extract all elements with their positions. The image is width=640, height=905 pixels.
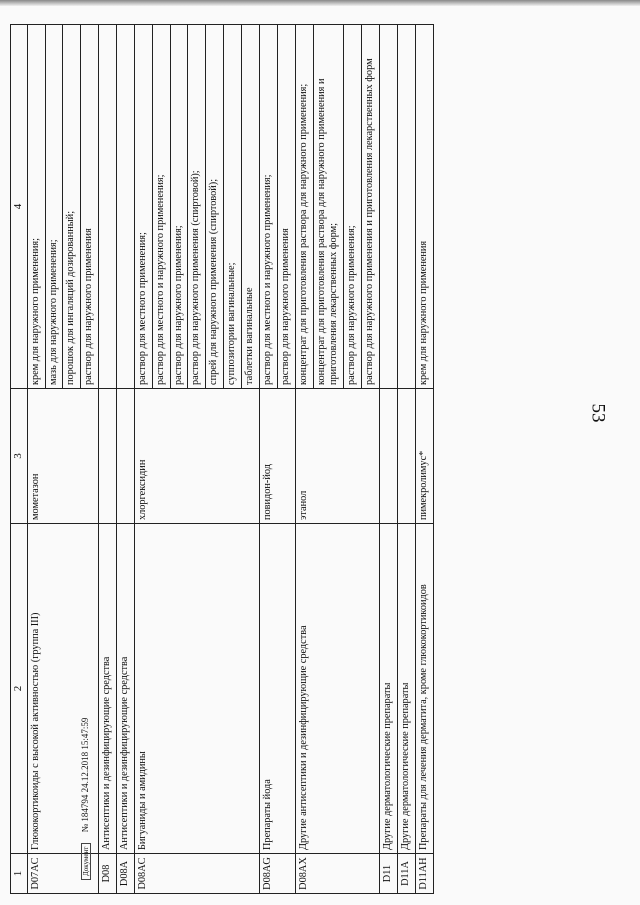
dosage-form-cell: порошок для ингаляций дозированный;: [63, 25, 81, 389]
dosage-form-cell: таблетки вагинальные: [242, 25, 260, 389]
group-name-cell: Другие дерматологические препараты: [379, 524, 397, 854]
table-row: [397, 25, 415, 894]
header-col-2: 2: [11, 524, 28, 854]
code-cell: D11AH: [415, 854, 433, 894]
code-cell: D08A: [117, 854, 135, 894]
table-header-row: [11, 25, 28, 894]
table-row: [99, 25, 117, 894]
dosage-form-cell: крем для наружного применения;: [27, 25, 45, 389]
group-name-cell: Бигуаниды и амидины: [134, 524, 259, 854]
dosage-form-cell: [397, 25, 415, 389]
group-name-cell: Антисептики и дезинфицирующие средства: [117, 524, 135, 854]
header-col-3: 3: [11, 389, 28, 524]
document-id-timestamp: № 184794 24.12.2018 15:47:59: [80, 717, 90, 833]
table-row: [117, 25, 135, 894]
dosage-form-cell: концентрат для приготовления раствора для наружного применения и приготовления лекарственных форм;: [313, 25, 344, 389]
document-footer: [80, 718, 91, 880]
code-cell: D11: [379, 854, 397, 894]
group-name-cell: Глюкокортикоиды с высокой активностью (группа III): [27, 524, 98, 854]
code-cell: D08AG: [259, 854, 295, 894]
dosage-form-cell: раствор для наружного применения: [277, 25, 295, 389]
drug-name-cell: мометазон: [27, 389, 98, 524]
dosage-form-cell: раствор для наружного применения и приготовления лекарственных форм: [362, 25, 380, 389]
dosage-form-cell: крем для наружного применения: [415, 25, 433, 389]
scan-edge: [0, 0, 640, 6]
drug-name-cell: повидон-йод: [259, 389, 295, 524]
table-row: [134, 25, 152, 894]
dosage-form-cell: [379, 25, 397, 389]
group-name-cell: Препараты для лечения дерматита, кроме глюкокортикоидов: [415, 524, 433, 854]
header-col-4: 4: [11, 25, 28, 389]
table-row: [259, 25, 277, 894]
document-stamp: Документ: [81, 843, 91, 880]
code-cell: D07AC: [27, 854, 98, 894]
group-name-cell: Антисептики и дезинфицирующие средства: [99, 524, 117, 854]
table-row: [379, 25, 397, 894]
code-cell: D08AX: [295, 854, 379, 894]
drug-name-cell: [397, 389, 415, 524]
table-row: [295, 25, 313, 894]
dosage-form-cell: раствор для наружного применения;: [170, 25, 188, 389]
code-cell: D08AC: [134, 854, 259, 894]
code-cell: D08: [99, 854, 117, 894]
group-name-cell: Другие антисептики и дезинфицирующие средства: [295, 524, 379, 854]
page-number: 53: [587, 403, 609, 423]
dosage-form-cell: концентрат для приготовления раствора для наружного применения;: [295, 25, 313, 389]
dosage-form-cell: раствор для наружного применения;: [344, 25, 362, 389]
dosage-form-cell: раствор для местного и наружного применения;: [152, 25, 170, 389]
drug-name-cell: [99, 389, 117, 524]
header-col-1: 1: [11, 854, 28, 894]
dosage-form-cell: раствор для наружного применения: [81, 25, 99, 389]
drug-name-cell: [379, 389, 397, 524]
table-row: [27, 25, 45, 894]
drug-name-cell: этанол: [295, 389, 379, 524]
drug-name-cell: пимекролимус*: [415, 389, 433, 524]
dosage-form-cell: суппозитории вагинальные;: [224, 25, 242, 389]
dosage-form-cell: раствор для наружного применения (спиртовой);: [188, 25, 206, 389]
drug-name-cell: хлоргексидин: [134, 389, 259, 524]
dosage-form-cell: [99, 25, 117, 389]
drug-table: [10, 24, 434, 894]
dosage-form-cell: раствор для местного и наружного применения;: [259, 25, 277, 389]
group-name-cell: Препараты йода: [259, 524, 295, 854]
code-cell: D11A: [397, 854, 415, 894]
dosage-form-cell: мазь для наружного применения;: [45, 25, 63, 389]
dosage-form-cell: раствор для местного применения;: [134, 25, 152, 389]
drug-name-cell: [117, 389, 135, 524]
dosage-form-cell: [117, 25, 135, 389]
table-row: [415, 25, 433, 894]
group-name-cell: Другие дерматологические препараты: [397, 524, 415, 854]
dosage-form-cell: спрей для наружного применения (спиртовой);: [206, 25, 224, 389]
